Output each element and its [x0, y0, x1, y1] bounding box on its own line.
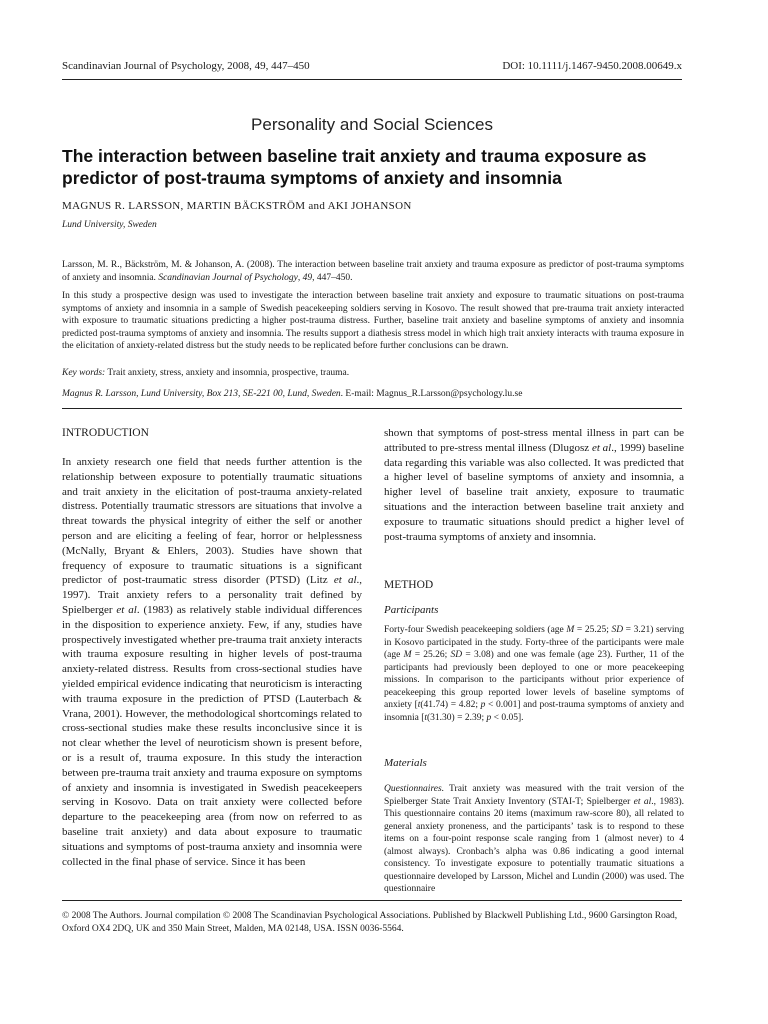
citation-journal: Scandinavian Journal of Psychology: [158, 272, 298, 283]
section-heading: Personality and Social Sciences: [251, 115, 493, 134]
text: (31.30) = 2.39;: [427, 712, 487, 723]
text: = 25.26;: [411, 650, 451, 660]
correspondence-address: Magnus R. Larsson, Lund University, Box 213, SE-221 00, Lund, Sweden: [62, 389, 341, 399]
citation-comma: ,: [297, 272, 303, 283]
stat-symbol: p: [486, 712, 492, 723]
text: ., 1983). This questionnaire contains 20 items (maximum raw-score 80), all related to general anxiety proneness, and the participants’ task is to respond to these items on a four-point response scale ranging from 1 (almost never) to 4 (almost always). Cronbach’s alpha was 0.86 indicating a good internal consistency. To investigate exposure to potentially traumatic situations a questionnaire developed by Larsson, Michel and Lundin (2000) was used. The questionnaire: [384, 796, 684, 894]
keywords-label: Key words:: [62, 368, 106, 378]
stat-symbol: M: [403, 650, 412, 660]
intro-etal: et al: [333, 574, 357, 587]
text: = 3.08) and one was female (age 23). Further, 11 of the participants had previously been deployed to one or more peacekeeping missions. In comparison to the participants without prior experience of peacekeeping this group reported lower levels of baseline symptoms of anxiety [: [384, 650, 684, 710]
stat-symbol: p: [480, 700, 486, 710]
correspondence: [62, 388, 684, 401]
stat-symbol: SD: [611, 625, 624, 635]
keywords: [62, 367, 684, 380]
running-header: [62, 60, 682, 76]
text: Forty-four Swedish peacekeeping soldiers (age: [384, 625, 567, 635]
introduction-paragraph: [62, 455, 362, 869]
text: = 25.25;: [574, 625, 612, 635]
stat-symbol: SD: [450, 650, 463, 660]
participants-paragraph: [384, 624, 684, 724]
stat-symbol: t: [424, 712, 428, 723]
header-rule: [62, 79, 682, 80]
text: Trait anxiety was measured with the trait version of the Spielberger State Trait Anxiety Inventory (STAI-T; Spielberger: [384, 784, 684, 807]
introduction-continued: [384, 426, 684, 544]
participants-heading: Participants: [384, 604, 439, 616]
doi: DOI: 10.1111/j.1467-9450.2008.00649.x: [502, 60, 682, 72]
citation-pages: , 447–450.: [312, 272, 353, 283]
text: < 0.001] and post-trauma symptoms of anxiety and insomnia [: [384, 700, 684, 723]
citation-volume: 49: [302, 272, 313, 283]
copyright-footer: © 2008 The Authors. Journal compilation © 2008 The Scandinavian Psychological Associations. Published by Blackwell Publishing Ltd., 9600 Garsington Road, Oxford OX4 2DQ, UK and 350 Main Street, Malden, MA 02148, USA. ISSN 0036-5564.: [62, 911, 678, 934]
materials-paragraph: [384, 783, 684, 896]
footer-rule: [62, 900, 682, 901]
questionnaires-label: Questionnaires.: [384, 784, 445, 794]
article-title: The interaction between baseline trait anxiety and trauma exposure as predictor of post-trauma symptoms of anxiety and insomnia: [62, 146, 647, 188]
materials-etal: et al: [633, 796, 652, 807]
intro-etal: et al: [591, 441, 612, 454]
abstract: In this study a prospective design was used to investigate the interaction between baseline trait anxiety and exposure to traumatic situations on post-trauma symptoms of anxiety and insomnia in a sample of Swedish peacekeeping soldiers serving in Kosovo. The result showed that pre-trauma trait anxiety interacted with exposure to traumatic situations predicting a higher post-trauma distress. Further, baseline trait anxiety and baseline symptoms of anxiety and insomnia predicted post-trauma symptoms of anxiety and insomnia. The results support a diathesis stress model in which high trait anxiety interacts with trauma exposure in the elicitation of anxiety-related distress but the study needs to be replicated before further conclusions can be drawn.: [62, 291, 684, 352]
text: = 3.21) serving in Kosovo participated in the study. Forty-three of the participants were male (age: [384, 625, 684, 660]
stat-symbol: M: [566, 625, 575, 635]
citation: [62, 259, 684, 284]
citation-text: Larsson, M. R., Bäckström, M. & Johanson, A. (2008). The interaction between baseline trait anxiety and trauma exposure as predictor of post-trauma symptoms of anxiety and insomnia.: [62, 260, 684, 283]
intro-text-3: . (1983) as relatively stable individual differences in the disposition to experience anxiety. Few, if any, studies have prospectively investigated whether pre-trauma trait anxiety interacts with trauma exposure resulting in higher levels of post-trauma anxiety-related distress. Results from cross-sectional studies have yielded empirical evidence indicating that neuroticism is interacting with trauma exposure in the prediction of PTSD (Lauterbach & Vrana, 2001). However, the methodological shortcomings related to cross-sectional studies make these results inconclusive since it is not clear whether the level of neuroticism shown is present before, or is a result of, trauma exposure. In this study the interaction between pre-trauma trait anxiety and trauma exposure on symptoms of anxiety and insomnia is investigated in Swedish peacekeepers serving in Kosovo. Data on trait anxiety were collected before departure to the peacekeeping area (from now on referred to as baseline trait anxiety) and data about exposure to traumatic situations and symptoms of post-trauma anxiety and insomnia were collected in the final phase of service. Since it has been: [62, 603, 362, 868]
intro-text-2: ., 1997). Trait anxiety refers to a personality trait defined by Spielberger: [62, 574, 362, 616]
intro-text-5: ., 1999) baseline data regarding this variable was also collected. It was predicted that a higher level of baseline symptoms of anxiety and insomnia, a higher level of baseline trait anxiety, exposure to traumatic situations and the interaction between baseline trait anxiety and exposure to traumatic situations should predict a higher level of post-trauma symptoms of anxiety and insomnia.: [384, 441, 685, 543]
abstract-rule: [62, 408, 682, 409]
intro-etal: et al: [116, 603, 137, 616]
journal-citation: Scandinavian Journal of Psychology, 2008, 49, 447–450: [62, 60, 310, 72]
introduction-heading: INTRODUCTION: [62, 427, 149, 439]
intro-text-4: shown that symptoms of post-stress mental illness in part can be attributed to pre-stress mental illness (Dlugosz: [384, 427, 684, 454]
keywords-text: Trait anxiety, stress, anxiety and insomnia, prospective, trauma.: [105, 368, 350, 378]
authors: MAGNUS R. LARSSON, MARTIN BÄCKSTRÖM and AKI JOHANSON: [62, 200, 412, 212]
text: (41.74) = 4.82;: [420, 700, 481, 710]
text: < 0.05].: [491, 712, 524, 723]
stat-symbol: t: [417, 700, 421, 710]
materials-heading: Materials: [384, 757, 427, 769]
correspondence-email: . E-mail: Magnus_R.Larsson@psychology.lu.se: [340, 389, 523, 399]
method-heading: METHOD: [384, 579, 434, 591]
affiliation: Lund University, Sweden: [62, 220, 157, 230]
intro-text-1: In anxiety research one field that needs further attention is the relationship between exposure to potentially traumatic situations and trait anxiety in the elicitation of post-trauma anxiety-related distress. Potentially traumatic stressors are situations that involve a threat towards the physical integrity of either the self or another person and are eliciting a feeling of fear, horror or helplessness (McNally, Bryant & Ehlers, 2003). Studies have shown that frequency of exposure to traumatic situations is a significant predictor of post-traumatic stress disorder (PTSD) (Litz: [62, 456, 362, 587]
